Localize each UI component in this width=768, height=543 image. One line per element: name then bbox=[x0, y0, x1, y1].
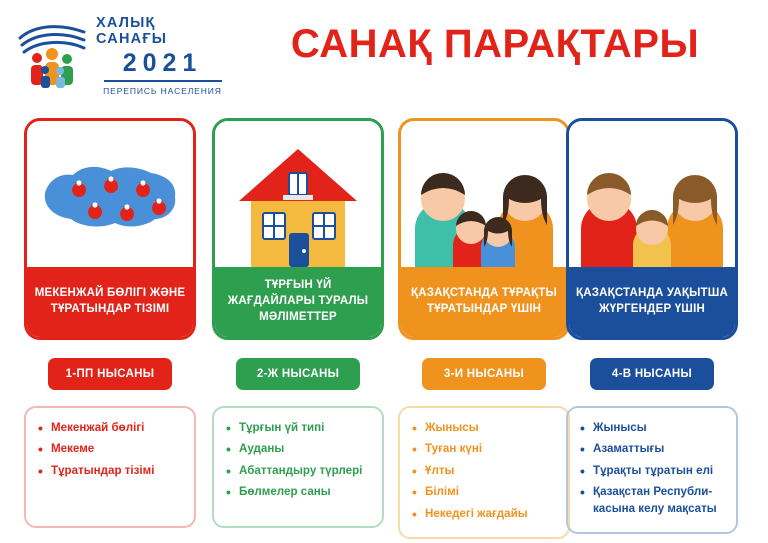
form-badge-3: 3-И НЫСАНЫ bbox=[422, 358, 546, 390]
census-logo-icon bbox=[14, 18, 90, 94]
list-item: • Абаттандыру түрлері bbox=[226, 463, 372, 479]
list-item: • Мекенжай бөлігі bbox=[38, 420, 184, 436]
logo-title: ХАЛЫҚ САНАҒЫ bbox=[96, 15, 168, 48]
form-card-3[interactable] bbox=[398, 118, 570, 340]
form-card-caption-2: ТҰРҒЫН ҮЙ ЖАҒДАЙЛАРЫ ТУРАЛЫ МӘЛІМЕТТЕР bbox=[215, 267, 381, 337]
family-four-icon bbox=[401, 121, 567, 273]
form-column-3 bbox=[398, 118, 570, 539]
census-logo bbox=[14, 16, 229, 96]
census-logo-text bbox=[96, 16, 229, 96]
form-card-1[interactable] bbox=[24, 118, 196, 340]
list-item: • Бөлмелер саны bbox=[226, 484, 372, 500]
list-item: • Тұрақты тұратын елі bbox=[580, 463, 726, 479]
form-card-caption-1: МЕКЕНЖАЙ БӨЛІГІ ЖӘНЕ ТҰРАТЫНДАР ТІЗІМІ bbox=[27, 267, 193, 337]
list-item: • Жынысы bbox=[412, 420, 558, 436]
form-items-2 bbox=[212, 406, 384, 528]
form-items-1 bbox=[24, 406, 196, 528]
forms-columns bbox=[0, 118, 768, 543]
list-item: • Ұлты bbox=[412, 463, 558, 479]
page-header bbox=[0, 0, 768, 108]
logo-subtitle: ПЕРЕПИСЬ НАСЕЛЕНИЯ bbox=[103, 85, 222, 96]
form-card-caption-4: ҚАЗАҚСТАНДА УАҚЫТША ЖҮРГЕНДЕР ҮШІН bbox=[569, 267, 735, 337]
logo-year: 2021 bbox=[122, 49, 203, 78]
form-column-2 bbox=[212, 118, 384, 528]
list-item: • Туған күні bbox=[412, 441, 558, 457]
form-column-1 bbox=[24, 118, 196, 528]
list-item: • Білімі bbox=[412, 484, 558, 500]
family-three-icon bbox=[569, 121, 735, 273]
form-badge-1: 1-ПП НЫСАНЫ bbox=[48, 358, 172, 390]
form-badge-2: 2-Ж НЫСАНЫ bbox=[236, 358, 360, 390]
kazakhstan-map-icon bbox=[27, 121, 193, 273]
form-items-4 bbox=[566, 406, 738, 534]
logo-divider bbox=[104, 80, 222, 82]
form-card-caption-3: ҚАЗАҚСТАНДА ТҰРАҚТЫ ТҰРАТЫНДАР ҮШІН bbox=[401, 267, 567, 337]
list-item: • Азаматтығы bbox=[580, 441, 726, 457]
list-item: • Некедегі жағдайы bbox=[412, 506, 558, 522]
form-badge-4: 4-В НЫСАНЫ bbox=[590, 358, 714, 390]
form-card-4[interactable] bbox=[566, 118, 738, 340]
form-card-2[interactable] bbox=[212, 118, 384, 340]
list-item: • Мекеме bbox=[38, 441, 184, 457]
list-item: • Ауданы bbox=[226, 441, 372, 457]
list-item: • Қазақстан Республи-касына келу мақсаты bbox=[580, 484, 726, 517]
page-title: САНАҚ ПАРАҚТАРЫ bbox=[290, 22, 700, 66]
house-icon bbox=[215, 121, 381, 273]
list-item: • Тұратындар тізімі bbox=[38, 463, 184, 479]
form-items-3 bbox=[398, 406, 570, 539]
list-item: • Жынысы bbox=[580, 420, 726, 436]
form-column-4 bbox=[566, 118, 738, 534]
list-item: • Тұрғын үй типі bbox=[226, 420, 372, 436]
